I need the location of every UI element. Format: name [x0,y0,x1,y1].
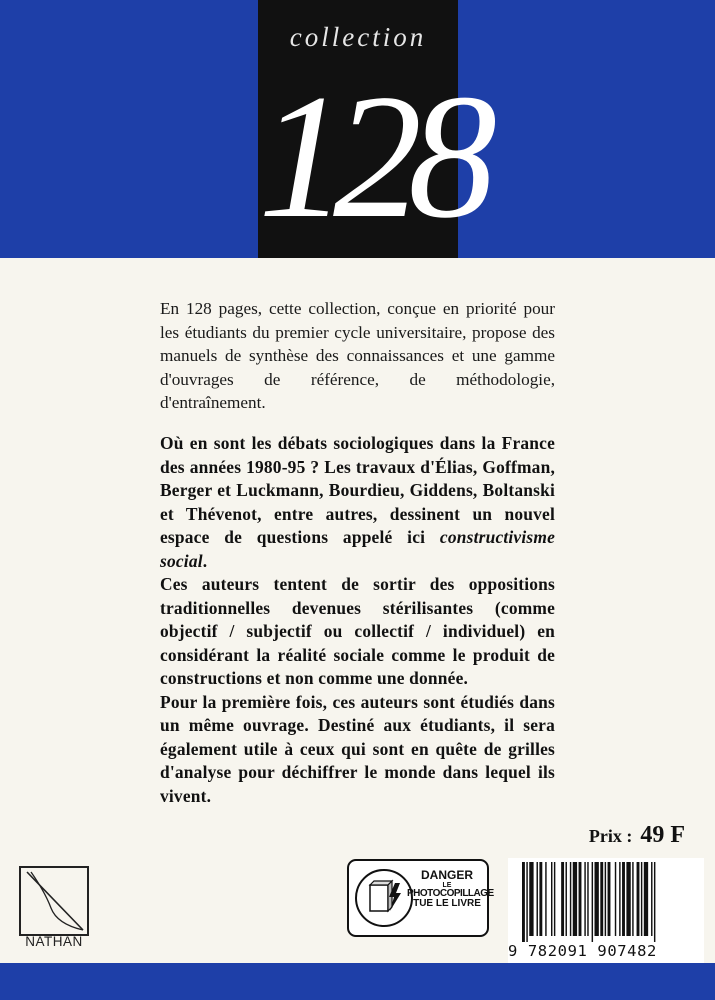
barcode-bar [561,862,564,936]
barcode-bar [579,862,582,936]
barcode-bar [545,862,546,936]
barcode-bar [641,862,642,936]
nathan-logo-icon [19,866,89,936]
barcode-bar [626,862,630,936]
danger-photocopillage: PHOTOCOPILLAGE [407,887,494,899]
description-p1-emphasis: constructivisme social [160,527,555,571]
collection-intro [160,297,555,415]
barcode-bar [605,862,606,936]
barcode-bar [600,862,603,936]
danger-le: LE [442,881,452,889]
barcode-bar [651,862,652,936]
description-paragraph-1 [160,432,555,573]
publisher-logo [19,866,89,950]
barcode-bar [608,862,611,936]
barcode-bar [637,862,640,936]
publisher-name: NATHAN [25,934,83,949]
price [589,822,685,849]
price-label: Prix : [588,826,633,846]
barcode-bar [522,862,525,942]
collection-banner [258,0,483,258]
bottom-blue-band [0,963,715,1000]
photocopy-warning-badge [347,859,494,937]
barcode-bar [570,862,571,936]
description-paragraph-3: Pour la première fois, ces auteurs sont étudiés dans un même ouvrage. Destiné aux étudiants, il sera également utile à ceux qui sont en quête de grilles d'analyse pour déchiffrer le monde dans lequel ils vivent. [160,691,555,806]
price-value: 49 F [640,822,685,848]
barcode-bar [526,862,527,942]
barcode-bar [539,862,542,936]
barcode-bar [619,862,620,936]
book-description [160,432,555,808]
barcode-bar [654,862,655,942]
barcode-bar [537,862,538,936]
barcode-bar [632,862,633,936]
barcode-bar [592,862,593,942]
danger-title: DANGER [420,868,473,882]
barcode-bar [573,862,577,936]
barcode-bar [554,862,555,936]
danger-tue-le-livre: TUE LE LIVRE [413,898,481,910]
barcode-bar [595,862,599,936]
barcode-bar [584,862,585,936]
barcode-bars [508,858,704,942]
book-lightning-icon [355,869,413,927]
barcode-bar [551,862,552,936]
barcode-bar [566,862,567,936]
barcode-bar [615,862,616,936]
danger-text [407,868,494,910]
barcode-bar [587,862,588,936]
collection-number: 128 [258,57,483,255]
description-p1-text: Où en sont les débats sociologiques dans la France des années 1980-95 ? Les travaux d'Élias, Goffman, Berger et Luckmann, Bourdieu, Giddens, Boltanski et Thévenot, entre autres, dessinent un nouvel espace de questions appelé ici [160,433,555,547]
intro-text: En 128 pages, cette collection, conçue en priorité pour les étudiants du premier cycle universitaire, propose des manuels de synthèse des connaissances et une gamme d'ouvrages de référence, de méthodologie, d'entraînement. [160,299,555,413]
barcode-bar [529,862,533,936]
description-p1-end: . [202,550,208,571]
description-paragraph-2: Ces auteurs tentent de sortir des oppositions traditionnelles devenues stérilisantes (comme objectif / subjectif ou collectif / individuel) en considérant la réalité sociale comme le produit de constructions et non comme une donnée. [160,574,555,688]
barcode-bar [622,862,625,936]
collection-label: collection [289,22,427,52]
barcode-digits: 9 782091 907482 [508,942,657,960]
barcode-bar [644,862,648,936]
isbn-barcode [508,858,704,970]
